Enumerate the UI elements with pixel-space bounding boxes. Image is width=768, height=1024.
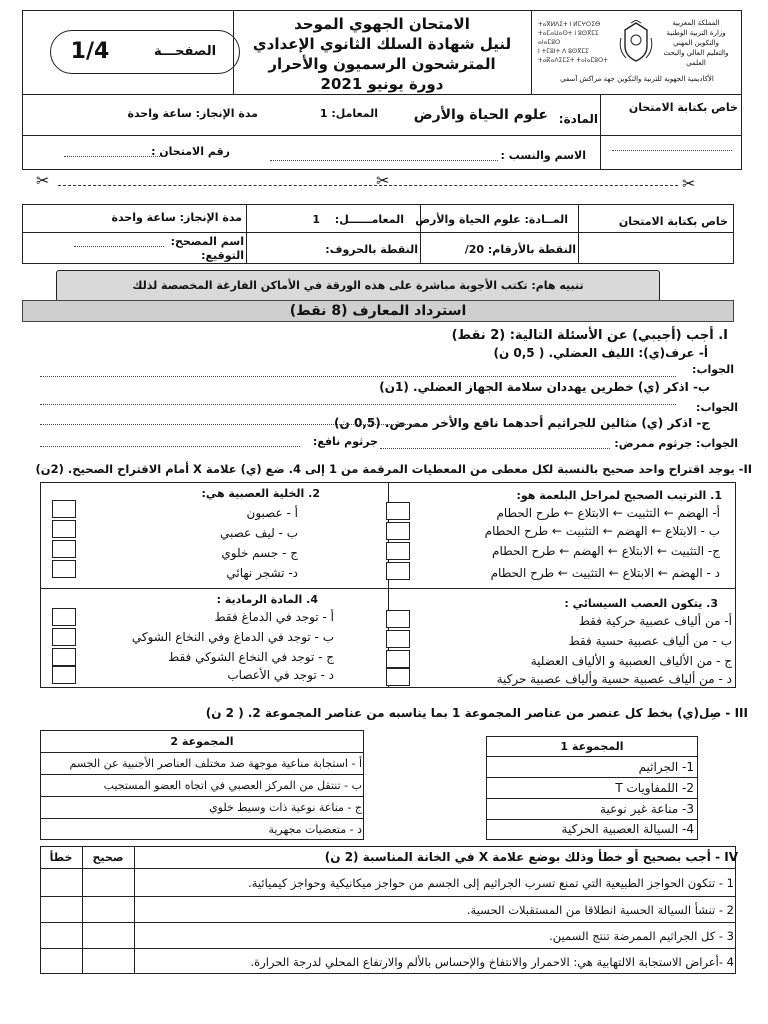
q1-b-answer-label: الجواب: — [696, 401, 738, 414]
q2-block2-option-c: ج - جسم خلوي — [221, 546, 298, 560]
q2-block3-option-a: أ- من ألياف عصبية حركية فقط — [578, 614, 732, 628]
cut-line — [58, 185, 678, 186]
q2-block4-option-c: ج - توجد في النخاع الشوكي فقط — [168, 650, 334, 664]
q2-block3-option-b: ب - من ألياف عصبية حسية فقط — [568, 634, 732, 648]
scissors-icon: ✂ — [376, 171, 390, 190]
ministry-block — [534, 14, 740, 92]
academy-text: الأكاديمية الجهوية للتربية والتكوين جهة مراكش آسفي — [560, 75, 714, 83]
q1-b-dots-1 — [40, 404, 676, 405]
coefficient: المعامل: 1 — [319, 107, 378, 120]
q2-hline — [40, 588, 736, 589]
q2-block2-title: 2. الخلية العصبية هي: — [201, 487, 320, 500]
tf-false-cell-2[interactable] — [41, 897, 81, 921]
q2-block1-checkbox-d[interactable] — [386, 562, 410, 580]
group2-item: أ - استجابة مناعية موجهة ضد مختلف العناصر الأجنبية عن الجسم — [69, 757, 362, 770]
section-title: استرداد المعارف (8 نقط) — [289, 303, 467, 319]
title-line-1: الامتحان الجهوي الموحد — [294, 15, 470, 33]
header-vline-right — [531, 10, 532, 94]
ministry-text: المملكة المغربية وزارة التربية الوطنية والتكوين المهني والتعليم العالي والبحث العلمي — [663, 19, 729, 67]
tf-statement: 2 - تنشأ السيالة الحسية انطلاقا من المستقبلات الحسية. — [466, 903, 734, 917]
col-false-header: خطأ — [49, 851, 73, 864]
scissors-icon: ✂ — [36, 171, 50, 190]
q2-block2-option-a: أ - عصبون — [246, 506, 298, 520]
title-line-4: دورة يونيو 2021 — [320, 75, 444, 93]
strip-coefficient: المعامــــــل: — [334, 213, 404, 226]
q1-a-answer-dots — [40, 376, 676, 377]
strip-grade-letters: النقطة بالحروف: — [325, 243, 418, 256]
strip-reserved: خاص بكتابة الامتحان — [618, 215, 728, 228]
q2-block3-option-c: ج - من الألياف العصبية و الألياف العضلية — [530, 654, 732, 668]
q2-block2-checkbox-c[interactable] — [52, 540, 76, 558]
scissors-icon: ✂ — [682, 174, 696, 193]
exam-title — [236, 14, 528, 94]
tf-statement: 1 - تتكون الحواجز الطبيعية التي تمنع تسرب الجراثيم إلى الجسم من حواجز ميكانيكية وحواجز كيميائية. — [248, 876, 734, 890]
q2-block4-title: 4. المادة الرمادية : — [216, 593, 318, 606]
tifinagh-text: ⵜⴰⴳⵍⴷⵉⵜ ⵏ ⵍⵎⵖⵔⵉⴱ ⵜⴰⵎⴰⵡⴰⵙⵜ ⵏ ⵓⵙⴳⵎⵉ ⴰⵏⴰⵎⵓⵔ ⵏ ⵜⵎⵓⵏⵜ ⴷ ⵓⵙⴳⵎⵉ ⵜⴰⴽⴰⴷⵉⵎⵉⵜ ⵜⴰⵏⴰⵎⵓⵔⵜ — [538, 21, 608, 64]
page-number: 1/4 — [70, 39, 110, 64]
q1-c-dots — [40, 424, 420, 425]
q2-block4-option-a: أ - توجد في الدماغ فقط — [214, 610, 334, 624]
tf-true-cell-2[interactable] — [83, 897, 133, 921]
title-line-3: المترشحون الرسميون والأحرار — [268, 55, 496, 73]
q2-block3-checkbox-b[interactable] — [386, 630, 410, 648]
q2-block2-checkbox-b[interactable] — [52, 520, 76, 538]
group2-item: ب - تنتقل من المركز العصبي في اتجاه العضو المستجيب — [103, 779, 362, 792]
coat-of-arms-icon — [618, 20, 654, 64]
strip-vline — [578, 204, 579, 264]
q1-c-answer: الجواب: جرثوم ممرض: — [614, 437, 738, 450]
q2-heading: II- يوجد اقتراح واحد صحيح بالنسبة لكل معطى من المعطيات المرقمة من 1 إلى 4. ضع (ي) علامة X أمام الاقتراح الصحيح. (2ن) — [35, 462, 752, 476]
q2-block1-checkbox-c[interactable] — [386, 542, 410, 560]
name-dots — [270, 160, 498, 161]
tf-false-cell-4[interactable] — [41, 949, 81, 973]
q1-b: ب- اذكر (ي) خطرين يهددان سلامة الجهاز العضلي. (1ن) — [379, 380, 710, 394]
tf-true-cell-3[interactable] — [83, 923, 133, 947]
q1-c-useful: جرثوم نافع: — [312, 435, 378, 448]
q2-block4-option-d: د - توجد في الأعصاب — [227, 668, 334, 682]
q2-block1-checkbox-b[interactable] — [386, 522, 410, 540]
group1-item: 4- السيالة العصبية الحركية — [561, 822, 694, 836]
q2-block3-title: 3. يتكون العصب السيسائي : — [564, 597, 718, 610]
tf-false-cell-3[interactable] — [41, 923, 81, 947]
group2-item: ج - مناعة نوعية ذات وسيط خلوي — [209, 801, 362, 814]
tf-true-cell-1[interactable] — [83, 869, 133, 895]
page-label: الصفحـــة — [153, 44, 217, 59]
reserved-dots — [612, 150, 732, 151]
col-true-header: صحيح — [92, 851, 124, 864]
q2-block4-checkbox-d[interactable] — [52, 666, 76, 684]
q2-block4-checkbox-a[interactable] — [52, 608, 76, 626]
group1-item: 3- مناعة غير نوعية — [600, 802, 694, 816]
q1-c-harmful-dots — [380, 448, 610, 449]
q1-a-answer-label: الجواب: — [692, 363, 734, 376]
q2-block2-checkbox-d[interactable] — [52, 560, 76, 578]
title-line-2: لنيل شهادة السلك الثانوي الإعدادي — [252, 35, 512, 53]
q2-block3-checkbox-a[interactable] — [386, 610, 410, 628]
q2-block3-checkbox-d[interactable] — [386, 668, 410, 686]
tf-col-line — [134, 846, 135, 974]
strip-coefficient-value: 1 — [312, 213, 320, 226]
q2-block3-checkbox-c[interactable] — [386, 650, 410, 668]
q1-heading: I. أجب (أجيبي) عن الأسئلة التالية: (2 نقط) — [451, 328, 728, 343]
header-divider-2 — [22, 135, 742, 136]
name-label: الاسم والنسب : — [500, 149, 586, 162]
q2-block1-checkbox-a[interactable] — [386, 502, 410, 520]
subject-name: علوم الحياة والأرض — [413, 107, 548, 123]
strip-duration: مدة الإنجاز: ساعة واحدة — [111, 211, 242, 224]
strip-vline — [246, 204, 247, 264]
q1-a: أ- عرف(ي): الليف العضلي. ( 0,5 ن) — [493, 346, 708, 360]
strip-signature: التوقيع: — [201, 249, 244, 262]
subject-label: المادة: — [558, 112, 598, 126]
q2-block1-option-b: ب - الابتلاع ← الهضم ← التثبيت ← طرح الحطام — [484, 524, 720, 538]
q2-block2-checkbox-a[interactable] — [52, 500, 76, 518]
tf-statement: 3 - كل الجراثيم الممرضة تنتج السمين. — [549, 929, 734, 943]
q2-block4-checkbox-b[interactable] — [52, 628, 76, 646]
strip-grade-digits: النقطة بالأرقام: 20/ — [464, 243, 576, 256]
group1-item: 1- الجراثيم — [638, 760, 694, 774]
group2-title: المجموعة 2 — [170, 735, 234, 748]
q2-block3-option-d: د - من ألياف عصبية حسية وألياف عصبية حركية — [496, 672, 732, 686]
group2-item: د - متعضيات مجهرية — [268, 823, 362, 836]
notice-text: تنبيه هام: تكتب الأجوبة مباشرة على هذه الورقة في الأماكن الفارغة المخصصة لذلك — [132, 279, 584, 292]
strip-mid-line — [22, 232, 734, 233]
group1-title: المجموعة 1 — [560, 740, 624, 753]
group1-item: 2- اللمفاويات T — [615, 781, 694, 795]
strip-corrector: اسم المصحح: — [170, 235, 244, 248]
tf-false-cell-1[interactable] — [41, 869, 81, 895]
q2-block2-option-b: ب - ليف عصبي — [220, 526, 298, 540]
q2-block1-option-d: د - الهضم ← الابتلاع ← التثبيت ← طرح الحطام — [490, 566, 720, 580]
q3-heading: III - صِل(ي) بخط كل عنصر من عناصر المجموعة 1 بما يناسبه من عناصر المجموعة 2. ( 2 ن) — [205, 706, 748, 720]
exam-number-label: رقم الامتحان : — [151, 145, 230, 158]
q2-block4-option-b: ب - توجد في الدماغ وفي النخاع الشوكي — [131, 630, 334, 644]
tf-true-cell-4[interactable] — [83, 949, 133, 973]
q2-block1-option-c: ج- التثبيت ← الابتلاع ← الهضم ← طرح الحطام — [492, 544, 720, 558]
duration: مدة الإنجاز: ساعة واحدة — [127, 107, 258, 120]
q2-block1-title: 1. الترتيب الصحيح لمراحل البلعمة هو: — [516, 489, 722, 502]
q1-c-useful-dots — [40, 446, 300, 447]
tf-statement: 4 -أعراض الاستجابة الالتهابية هي: الاحمرار والانتفاخ والإحساس بالألم والارتفاع المحلي لدرجة الحرارة. — [250, 955, 734, 969]
q4-heading: IV - أجب بصحيح أو خطأ وذلك بوضع علامة X في الخانة المناسبة (2 ن) — [324, 850, 738, 864]
header-vline-reserved — [600, 94, 601, 170]
header-divider-1 — [22, 94, 742, 95]
q2-block2-option-d: د- تشجر نهائي — [226, 566, 298, 580]
strip-corrector-dots — [74, 246, 164, 247]
q2-block4-checkbox-c[interactable] — [52, 648, 76, 666]
q2-block1-option-a: أ- الهضم ← التثبيت ← الابتلاع ← طرح الحطام — [496, 506, 720, 520]
strip-subject: المــادة: علوم الحياة والأرض — [415, 213, 568, 226]
q1-c: ج- اذكر (ي) مثالين للجراثيم أحدهما نافع والأخر ممرض. (0,5 ن) — [334, 416, 710, 430]
exam-number-dots — [64, 156, 164, 157]
reserved-label: خاص بكتابة الامتحان — [628, 101, 738, 114]
